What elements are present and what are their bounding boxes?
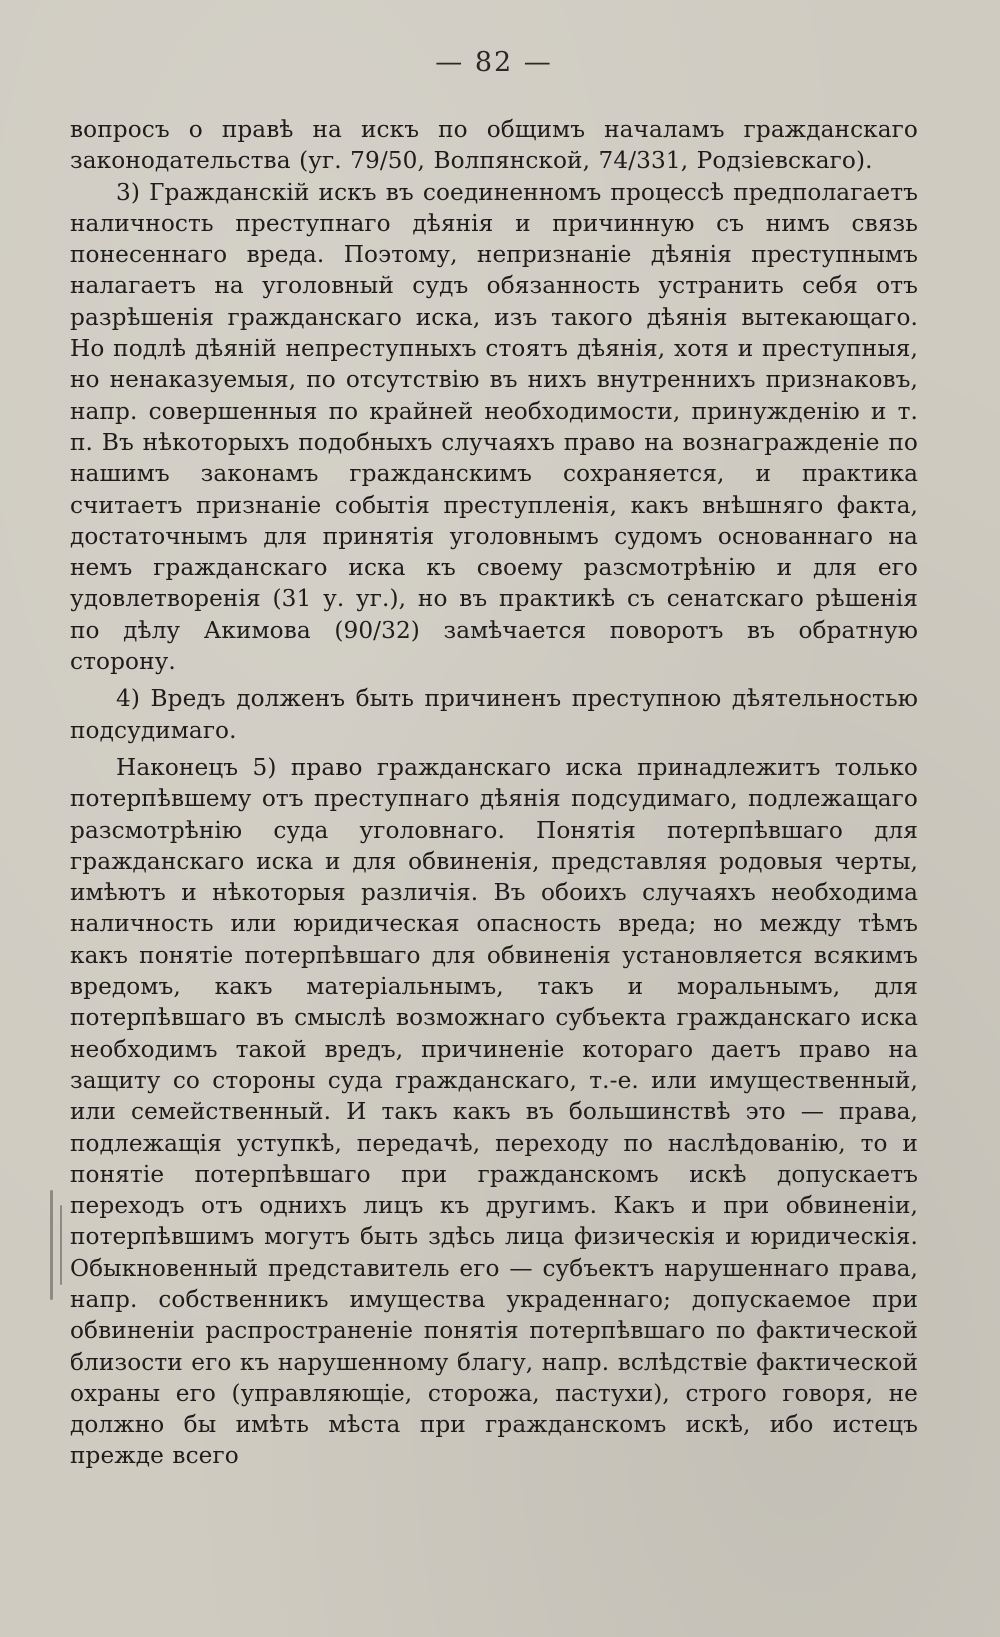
paragraph-3: 4) Вредъ долженъ быть причиненъ преступною дѣятельностью подсудимаго. [70,685,918,744]
paragraph-4: Наконецъ 5) право гражданскаго иска принадлежитъ только потерпѣвшему отъ преступнаго дѣянія подсудимаго, подлежащаго разсмотрѣнію суда уголовнаго. Понятія потерпѣвшаго для гражданскаго иска и для обвиненія, представляя родовыя черты, имѣютъ и нѣкоторыя различія. Въ обоихъ случаяхъ необходима наличность или юридическая опасность вреда; но между тѣмъ какъ понятіе потерпѣвшаго для обвиненія установляется всякимъ вредомъ, какъ матеріальнымъ, такъ и моральнымъ, для потерпѣвшаго въ смыслѣ возможнаго субъекта гражданскаго иска необходимъ такой вредъ, причиненіе котораго даетъ право на защиту со стороны суда гражданскаго, т.-е. или имущественный, или семейственный. И такъ какъ въ большинствѣ это — права, подлежащія уступкѣ, передачѣ, переходу по наслѣдованію, то и понятіе потерпѣвшаго при гражданскомъ искѣ допускаетъ переходъ отъ однихъ лицъ къ другимъ. Какъ и при обвиненіи, потерпѣвшимъ могутъ быть здѣсь лица физическія и юридическія. Обыкновенный представитель его — субъектъ нарушеннаго права, напр. собственникъ имущества украденнаго; допускаемое при обвиненіи распространеніе понятія потерпѣвшаго по фактической близости его къ нарушенному благу, напр. вслѣдствіе фактической охраны его (управляющіе, сторожа, пастухи), строго говоря, не должно бы имѣть мѣста при гражданскомъ искѣ, ибо истецъ прежде всего [70,753,918,1470]
paragraph-2: 3) Гражданскій искъ въ соединенномъ процессѣ предполагаетъ наличность преступнаго дѣянія и причинную съ нимъ связь понесеннаго вреда. Поэтому, непризнаніе дѣянія преступнымъ налагаетъ на уголовный судъ обязанность устранить себя отъ разрѣшенія гражданскаго иска, изъ такого дѣянія вытекающаго. Но подлѣ дѣяній непреступныхъ стоятъ дѣянія, хотя и преступныя, но ненаказуемыя, по отсутствію въ нихъ внутреннихъ признаковъ, напр. совершенныя по крайней необходимости, принужденію и т. п. Въ нѣкоторыхъ подобныхъ случаяхъ право на вознагражденіе по нашимъ законамъ гражданскимъ сохраняется, и практика считаетъ признаніе событія преступленія, какъ внѣшняго факта, достаточнымъ для принятія уголовнымъ судомъ основаннаго на немъ гражданскаго иска къ своему разсмотрѣнію и для его удовлетворенія (31 у. уг.), но въ практикѣ съ сенатскаго рѣшенія по дѣлу Акимова (90/32) замѣчается поворотъ въ обратную сторону. [70,178,918,676]
page-number: — 82 — [435,47,553,78]
margin-pencil-mark-2 [60,1205,62,1285]
margin-pencil-mark [50,1190,53,1300]
paragraph-1: вопросъ о правѣ на искъ по общимъ началамъ гражданскаго законодательства (уг. 79/50, Волпянской, 74/331, Родзіевскаго). [70,116,918,175]
